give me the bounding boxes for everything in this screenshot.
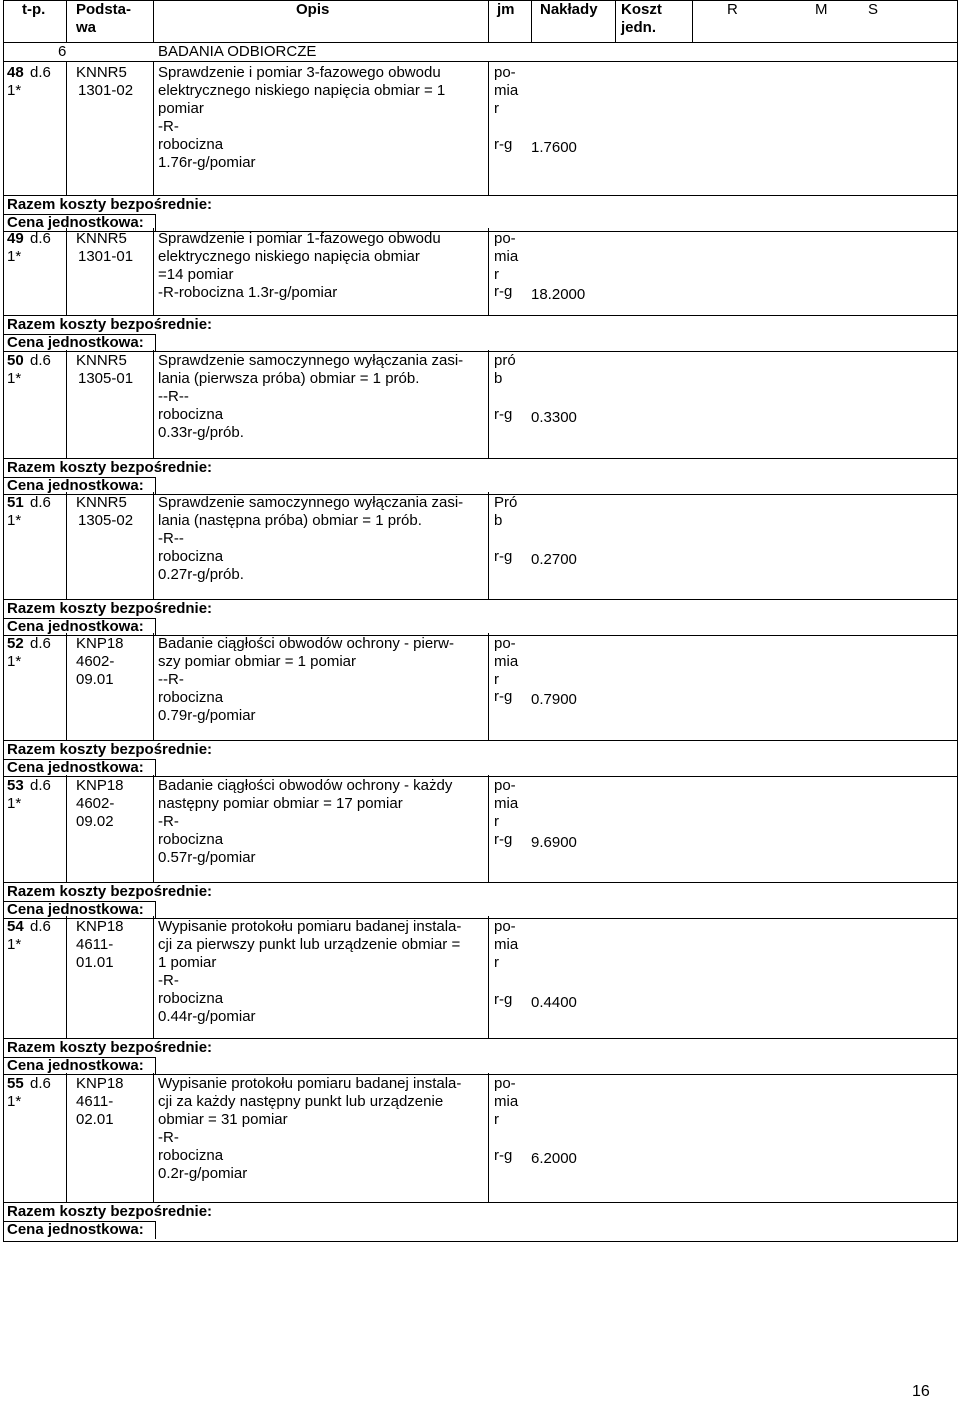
item-base: 1301-01 [78,248,134,265]
item-description-line: --R-- [158,388,189,405]
header-r: R [727,1,738,18]
item-unit: po- [494,918,516,935]
item-base: KNNR5 [76,352,127,369]
row-divider [3,195,957,196]
header-podstawa-line2: wa [76,19,97,36]
item-description-line: 0.33r-g/prób. [158,424,244,441]
item-unit: b [494,370,503,387]
cena-label: Cena jednostkowa: [7,618,144,635]
item-description-line: robocizna [158,136,224,153]
row-divider [3,315,957,316]
item-description-line: robocizna [158,831,224,848]
item-description-line: robocizna [158,548,224,565]
header-naklady: Nakłady [540,1,598,18]
item-base: 09.02 [76,813,114,830]
header-m: M [815,1,828,18]
footer-divider [3,759,155,760]
column-separator [66,775,67,882]
item-description-line: -R- [158,972,179,989]
header-column-separator [615,0,616,42]
item-unit: r [494,813,499,830]
item-unit: mia [494,795,519,812]
item-description-line: elektrycznego niskiego napięcia obmiar [158,248,420,265]
column-separator [153,350,154,458]
footer-separator [155,1057,156,1075]
row-divider [3,494,957,495]
item-description-line: Badanie ciągłości obwodów ochrony - pierw- [158,635,454,652]
column-separator [66,916,67,1038]
item-description-line: 1.76r-g/pomiar [158,154,256,171]
column-separator [153,916,154,1038]
item-description-line: Badanie ciągłości obwodów ochrony - każdy [158,777,453,794]
item-description-line: 0.2r-g/pomiar [158,1165,248,1182]
item-labour-unit: r-g [494,283,513,300]
footer-separator [155,901,156,919]
footer-separator [155,334,156,352]
item-unit: po- [494,230,516,247]
item-description-line: robocizna [158,1147,224,1164]
item-star: 1* [7,512,22,529]
item-description-line: pomiar [158,100,204,117]
footer-divider [3,901,155,902]
header-column-separator [66,0,67,42]
row-divider [3,1038,957,1039]
item-unit: Pró [494,494,518,511]
item-description-line: cji za każdy następny punkt lub urządzenie [158,1093,444,1110]
column-separator [488,62,489,195]
item-base: KNNR5 [76,230,127,247]
row-divider [3,1202,957,1203]
item-quantity: 0.4400 [531,994,577,1011]
item-base: KNNR5 [76,64,127,81]
column-separator [153,1073,154,1202]
item-description-line: -R-- [158,530,184,547]
item-description-line: obmiar = 31 pomiar [158,1111,288,1128]
item-quantity: 6.2000 [531,1150,577,1167]
header-column-separator [692,0,693,42]
razem-label: Razem koszty bezpośrednie: [7,600,213,617]
row-divider [3,740,957,741]
item-base: KNP18 [76,1075,124,1092]
item-chapter: d.6 [30,352,51,369]
item-description-line: -R-robocizna 1.3r-g/pomiar [158,284,338,301]
row-divider [3,1074,957,1075]
footer-separator [155,1221,156,1239]
item-description-line: robocizna [158,406,224,423]
row-divider [3,635,957,636]
item-chapter: d.6 [30,1075,51,1092]
column-separator [66,228,67,315]
row-divider [3,231,957,232]
item-star: 1* [7,795,22,812]
item-description-line: --R- [158,671,184,688]
item-chapter: d.6 [30,64,51,81]
item-labour-unit: r-g [494,991,513,1008]
row-divider [3,918,957,919]
item-unit: b [494,512,503,529]
razem-label: Razem koszty bezpośrednie: [7,1039,213,1056]
item-description-line: -R- [158,1129,179,1146]
item-base: KNP18 [76,635,124,652]
item-description-line: robocizna [158,990,224,1007]
item-unit: r [494,671,499,688]
item-description-line: -R- [158,118,179,135]
item-unit: r [494,100,499,117]
column-separator [488,633,489,740]
item-base: KNP18 [76,777,124,794]
item-number: 52 [7,635,24,652]
row-divider [3,458,957,459]
header-podstawa-line1: Podsta- [76,1,132,18]
footer-separator [155,618,156,636]
footer-divider [3,1057,155,1058]
header-koszt-line2: jedn. [621,19,657,36]
row-divider [3,882,957,883]
section-title: BADANIA ODBIORCZE [158,43,317,60]
header-koszt-line1: Koszt [621,1,662,18]
footer-divider [3,1221,155,1222]
item-labour-unit: r-g [494,136,513,153]
item-description-line: 0.57r-g/pomiar [158,849,256,866]
item-description-line: =14 pomiar [158,266,234,283]
item-base: 1305-02 [78,512,134,529]
item-unit: mia [494,248,519,265]
column-separator [153,775,154,882]
item-description-line: 0.44r-g/pomiar [158,1008,256,1025]
item-base: 4611- [76,1093,114,1110]
item-description-line: lania (następna próba) obmiar = 1 prób. [158,512,422,529]
page-number: 16 [912,1383,930,1400]
razem-label: Razem koszty bezpośrednie: [7,1203,213,1220]
column-separator [488,350,489,458]
item-description-line: następny pomiar obmiar = 17 pomiar [158,795,403,812]
item-labour-unit: r-g [494,831,513,848]
column-separator [153,62,154,195]
cena-label: Cena jednostkowa: [7,1221,144,1238]
item-description-line: 0.79r-g/pomiar [158,707,256,724]
footer-separator [155,214,156,232]
footer-divider [3,477,155,478]
item-description-line: 1 pomiar [158,954,217,971]
item-description-line: elektrycznego niskiego napięcia obmiar = 1 [158,82,446,99]
column-separator [153,228,154,315]
column-separator [488,1073,489,1202]
item-chapter: d.6 [30,494,51,511]
column-separator [488,916,489,1038]
cena-label: Cena jednostkowa: [7,214,144,231]
header-column-separator [531,0,532,42]
item-description-line: Wypisanie protokołu pomiaru badanej instala- [158,918,462,935]
item-unit: po- [494,1075,516,1092]
item-unit: mia [494,82,519,99]
item-unit: po- [494,777,516,794]
footer-separator [155,477,156,495]
item-unit: mia [494,653,519,670]
header-s: S [868,1,879,18]
item-quantity: 0.7900 [531,691,577,708]
item-quantity: 1.7600 [531,139,577,156]
item-quantity: 18.2000 [531,286,586,303]
item-base: 1305-01 [78,370,134,387]
item-quantity: 0.3300 [531,409,577,426]
header-tp: t-p. [22,1,46,18]
razem-label: Razem koszty bezpośrednie: [7,316,213,333]
row-divider [3,351,957,352]
item-chapter: d.6 [30,230,51,247]
footer-divider [3,334,155,335]
footer-divider [3,214,155,215]
item-base: 1301-02 [78,82,134,99]
razem-label: Razem koszty bezpośrednie: [7,883,213,900]
column-separator [66,350,67,458]
item-base: 09.01 [76,671,114,688]
column-separator [66,492,67,599]
item-labour-unit: r-g [494,1147,513,1164]
item-description-line: szy pomiar obmiar = 1 pomiar [158,653,356,670]
item-base: 4611- [76,936,114,953]
cena-label: Cena jednostkowa: [7,901,144,918]
item-unit: r [494,1111,499,1128]
item-star: 1* [7,248,22,265]
section-divider [3,61,957,62]
item-unit: r [494,266,499,283]
cena-label: Cena jednostkowa: [7,1057,144,1074]
item-number: 48 [7,64,24,81]
item-number: 53 [7,777,24,794]
column-separator [66,62,67,195]
item-star: 1* [7,82,22,99]
item-quantity: 0.2700 [531,551,577,568]
header-divider [3,42,957,43]
item-base: 02.01 [76,1111,114,1128]
razem-label: Razem koszty bezpośrednie: [7,196,213,213]
item-number: 50 [7,352,24,369]
column-separator [488,492,489,599]
row-divider [3,599,957,600]
item-description-line: Sprawdzenie samoczynnego wyłączania zasi- [158,352,464,369]
item-number: 51 [7,494,24,511]
item-unit: pró [494,352,516,369]
item-description-line: -R- [158,813,179,830]
item-star: 1* [7,936,22,953]
item-unit: po- [494,64,516,81]
cena-label: Cena jednostkowa: [7,477,144,494]
footer-divider [3,618,155,619]
item-chapter: d.6 [30,777,51,794]
header-opis: Opis [296,1,330,18]
item-description-line: Sprawdzenie i pomiar 3-fazowego obwodu [158,64,441,81]
item-quantity: 9.6900 [531,834,577,851]
item-base: KNP18 [76,918,124,935]
column-separator [66,633,67,740]
column-separator [153,633,154,740]
item-base: 4602- [76,795,115,812]
column-separator [66,1073,67,1202]
item-star: 1* [7,370,22,387]
item-description-line: Wypisanie protokołu pomiaru badanej instala- [158,1075,462,1092]
item-unit: mia [494,936,519,953]
item-description-line: lania (pierwsza próba) obmiar = 1 prób. [158,370,420,387]
column-separator [488,228,489,315]
item-description-line: Sprawdzenie i pomiar 1-fazowego obwodu [158,230,441,247]
item-labour-unit: r-g [494,688,513,705]
item-base: 4602- [76,653,115,670]
item-unit: r [494,954,499,971]
item-star: 1* [7,1093,22,1110]
item-chapter: d.6 [30,635,51,652]
item-star: 1* [7,653,22,670]
item-description-line: Sprawdzenie samoczynnego wyłączania zasi- [158,494,464,511]
cena-label: Cena jednostkowa: [7,759,144,776]
cena-label: Cena jednostkowa: [7,334,144,351]
item-unit: mia [494,1093,519,1110]
header-column-separator [153,0,154,42]
header-column-separator [488,0,489,42]
item-number: 54 [7,918,24,935]
column-separator [153,492,154,599]
column-separator [488,775,489,882]
item-number: 49 [7,230,24,247]
footer-separator [155,759,156,777]
item-labour-unit: r-g [494,406,513,423]
item-description-line: robocizna [158,689,224,706]
item-chapter: d.6 [30,918,51,935]
row-divider [3,776,957,777]
item-base: 01.01 [76,954,114,971]
section-number: 6 [58,43,67,60]
item-labour-unit: r-g [494,548,513,565]
item-description-line: cji za pierwszy punkt lub urządzenie obmiar = [158,936,461,953]
razem-label: Razem koszty bezpośrednie: [7,741,213,758]
item-description-line: 0.27r-g/prób. [158,566,244,583]
item-base: KNNR5 [76,494,127,511]
razem-label: Razem koszty bezpośrednie: [7,459,213,476]
header-jm: jm [497,1,515,18]
item-unit: po- [494,635,516,652]
item-number: 55 [7,1075,24,1092]
